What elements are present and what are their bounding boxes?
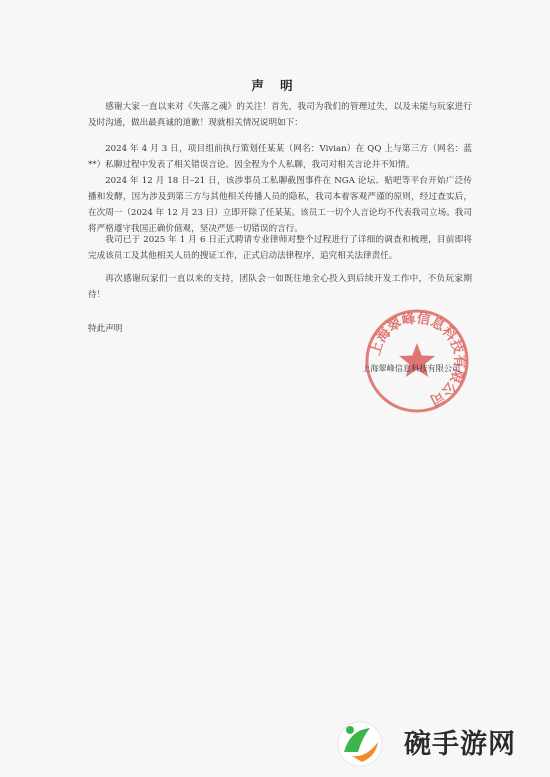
paragraph-incident: 2024 年 4 月 3 日，项目组前执行策划任某某（网名：Vivian）在 QQ 上与第三方（网名：蓝**）私聊过程中发表了相关错误言论。因全程为个人私聊，我司对相关言论并不知情。 bbox=[88, 144, 472, 170]
company-seal-stamp bbox=[362, 306, 472, 416]
watermark-text: 碗手游网 bbox=[404, 729, 516, 760]
paragraph-thanks: 再次感谢玩家们一直以来的支持，团队会一如既往地全心投入到后续开发工作中，不负玩家期待！ bbox=[88, 274, 472, 300]
seal-text: 上海翠峰信息科技有限公司 bbox=[367, 310, 468, 409]
paragraph-legal: 我司已于 2025 年 1 月 6 日正式聘请专业律师对整个过程进行了详细的调查和梳理，目前即将完成该员工及其他相关人员的搜证工作，正式启动法律程序，追究相关法律责任。 bbox=[88, 235, 472, 261]
paragraph-response: 2024 年 12 月 18 日–21 日，该涉事员工私聊截图事件在 NGA 论坛、贴吧等平台开始广泛传播和发酵，因为涉及到第三方与其他相关传播人员的隐私，我司本着客观严谨的原则，经过查实后，在次周一（2024 年 12 月 23 日）立即开除了任某某。该员工一切个人言论均不代表我司立场。我司将严格遵守我国正确价值观，坚决严惩一切错误的言行。 bbox=[88, 176, 472, 234]
closing-remark: 特此声明 bbox=[88, 324, 123, 334]
company-signature: 上海翠峰信息科技有限公司 bbox=[362, 363, 461, 373]
paragraph-intro: 感谢大家一直以来对《失落之魂》的关注！首先，我司为我们的管理过失，以及未能与玩家进行及时沟通，做出最真诚的道歉！现就相关情况说明如下： bbox=[88, 102, 472, 128]
document-title: 声 明 bbox=[251, 78, 299, 93]
